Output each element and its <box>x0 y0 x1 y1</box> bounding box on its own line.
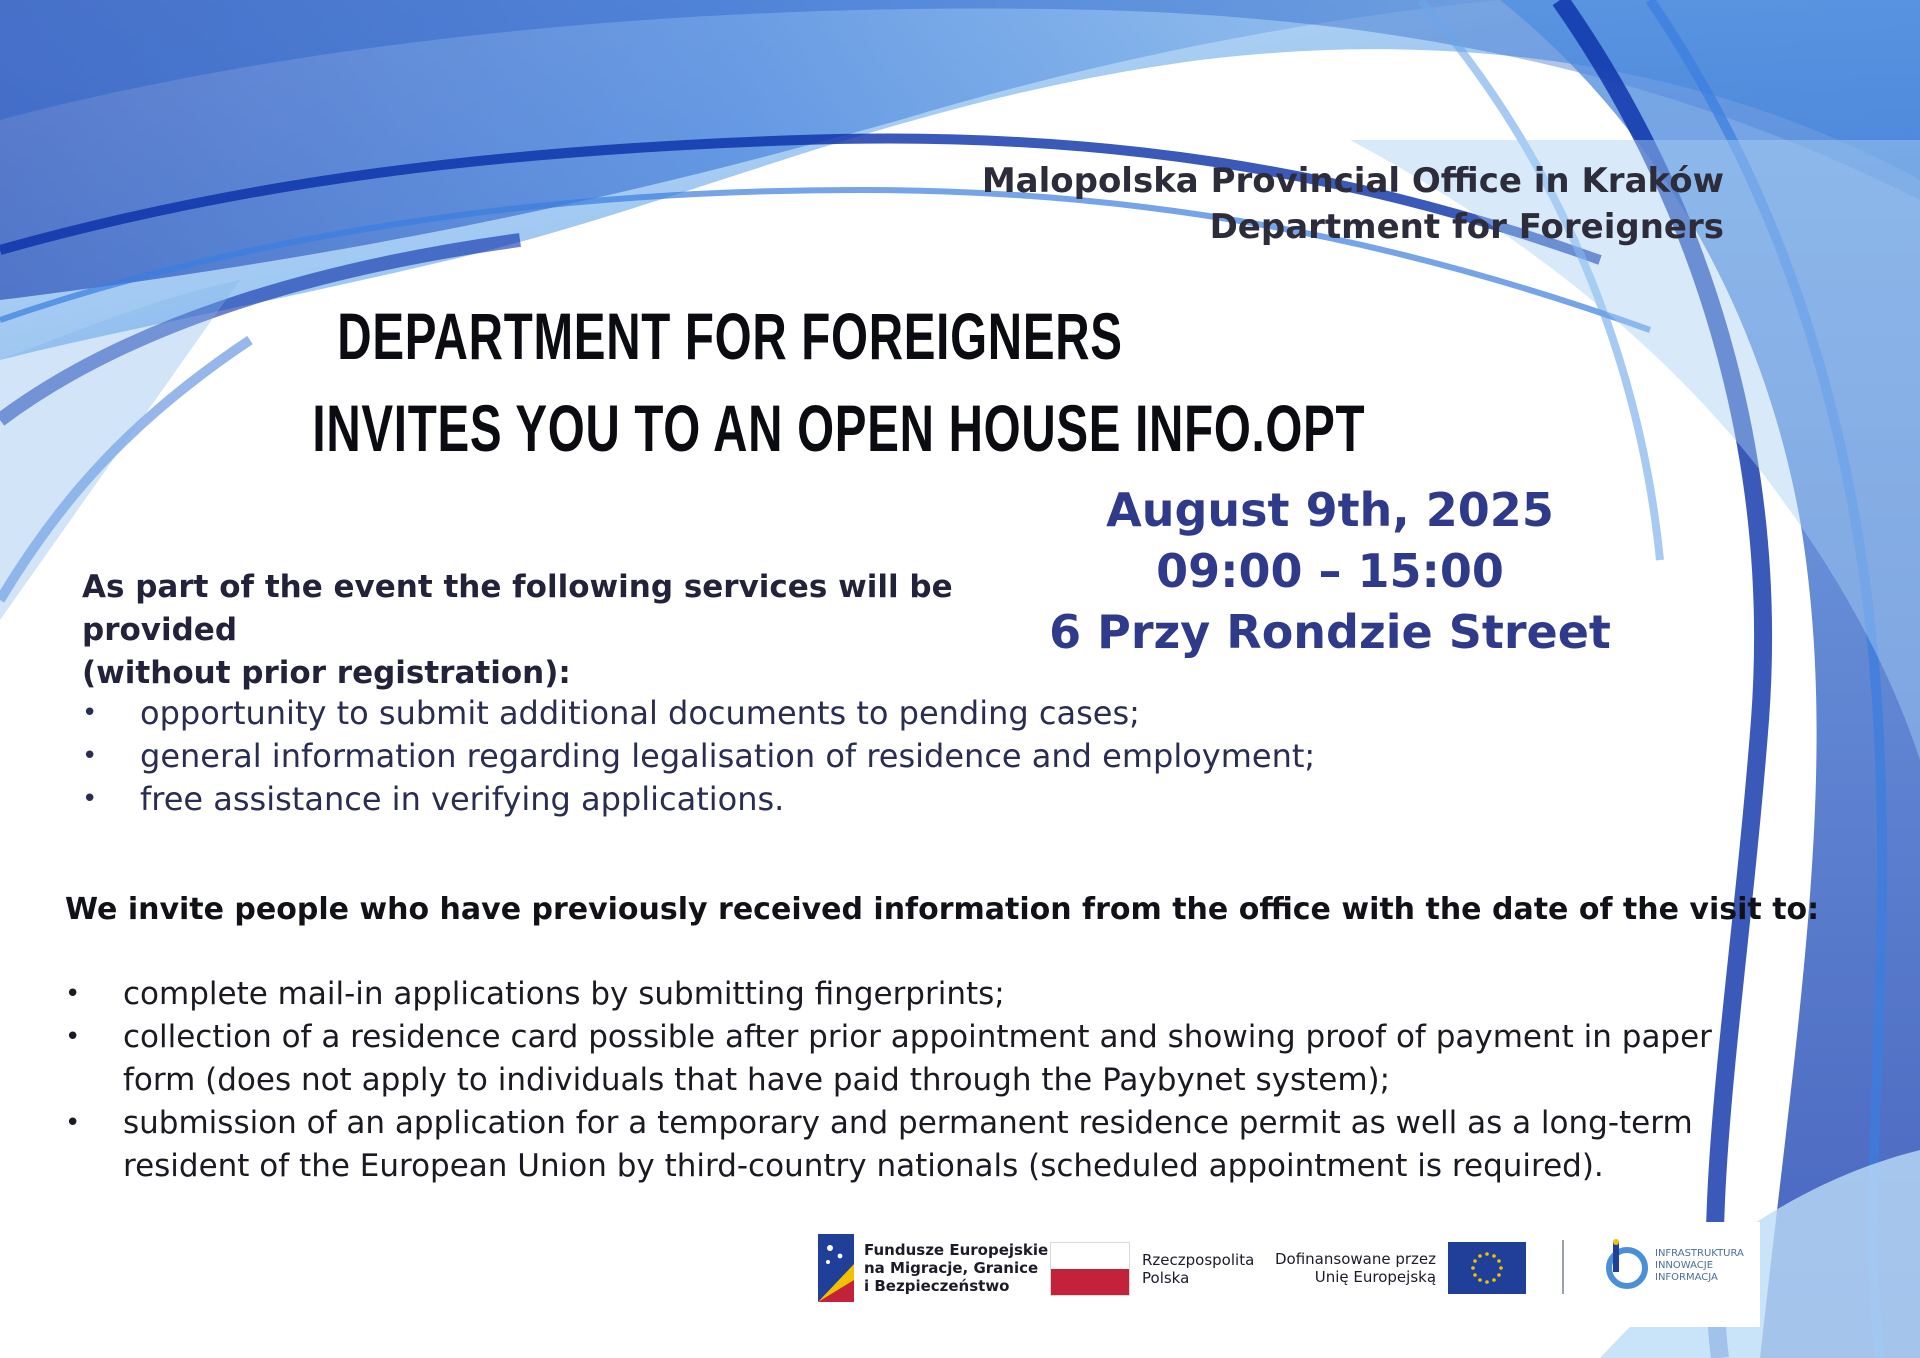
poland-logo <box>1050 1242 1254 1296</box>
logo-divider <box>1562 1240 1564 1294</box>
eu-logo <box>1275 1242 1526 1294</box>
services-list <box>82 692 1315 821</box>
funding-logos <box>790 1222 1760 1327</box>
list-item: • complete mail-in applications by submitting fingerprints; <box>65 973 1745 1016</box>
office-header <box>982 158 1724 250</box>
invite-heading: We invite people who have previously received information from the office with the date of the visit to: <box>65 892 1820 927</box>
list-item: • general information regarding legalisation of residence and employment; <box>82 735 1315 778</box>
funds-icon <box>818 1234 854 1302</box>
headline-line-2: INVITES YOU TO AN OPEN HOUSE INFO.OPT <box>312 391 1366 465</box>
list-item: • opportunity to submit additional documents to pending cases; <box>82 692 1315 735</box>
invite-list <box>65 973 1745 1188</box>
event-date: August 9th, 2025 <box>1106 483 1554 537</box>
funds-logo-text: Fundusze Europejskie na Migracje, Granice i Bezpieczeństwo <box>864 1241 1049 1295</box>
poland-logo-text: Rzeczpospolita Polska <box>1142 1251 1255 1287</box>
infra-logo-text: INFRASTRUKTURA INNOWACJE INFORMACJA <box>1655 1248 1744 1283</box>
eu-logo-text: Dofinansowane przez Unię Europejską <box>1275 1250 1437 1286</box>
eu-flag-icon <box>1448 1242 1526 1294</box>
event-time: 09:00 – 15:00 <box>1156 544 1504 598</box>
poland-flag-icon <box>1050 1242 1130 1296</box>
funds-logo <box>818 1234 1048 1302</box>
infra-logo <box>1605 1238 1744 1294</box>
office-department: Department for Foreigners <box>1209 207 1724 247</box>
infra-icon <box>1605 1238 1649 1294</box>
services-intro-line-1: As part of the event the following services will be provided <box>82 569 953 648</box>
page-title <box>312 290 1366 474</box>
services-intro-line-2: (without prior registration): <box>82 655 571 691</box>
services-intro <box>82 566 1042 695</box>
headline-line-1: DEPARTMENT FOR FOREIGNERS <box>337 299 1123 373</box>
office-name: Malopolska Provincial Office in Kraków <box>981 161 1724 201</box>
list-item: • free assistance in verifying applications. <box>82 778 1315 821</box>
list-item: • collection of a residence card possible after prior appointment and showing proof of payment in paper form (does not apply to individuals that have paid through the Paybynet system); <box>65 1016 1745 1102</box>
event-details <box>1040 480 1620 663</box>
list-item: • submission of an application for a temporary and permanent residence permit as well as a long-term resident of the European Union by third-country nationals (scheduled appointment is required). <box>65 1102 1745 1188</box>
event-address: 6 Przy Rondzie Street <box>1049 605 1611 659</box>
